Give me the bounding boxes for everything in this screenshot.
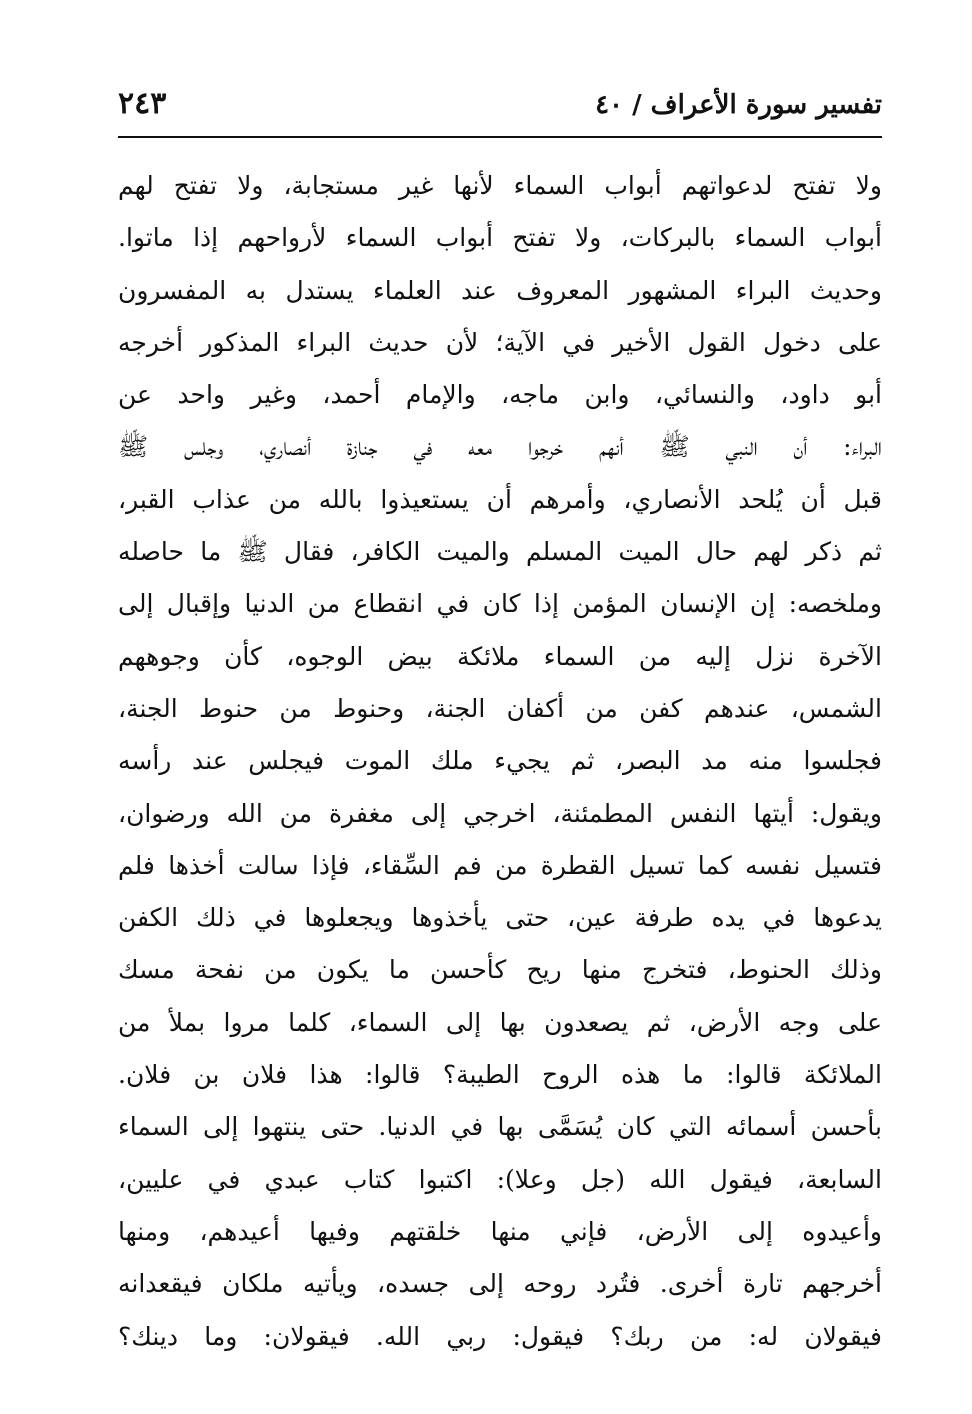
header-divider <box>118 136 882 138</box>
text-line: وأعيدوه إلى الأرض، فإني منها خلقتهم وفيها أعيدهم، ومنها <box>118 1216 882 1246</box>
text-line: الآخرة نزل إليه من السماء ملائكة بيض الوجوه، كأن وجوههم <box>118 641 882 671</box>
text-line: وذلك الحنوط، فتخرج منها ريح كأحسن ما يكون من نفحة مسك <box>118 955 882 985</box>
page-number: ٢٤٣ <box>118 86 167 121</box>
text-line: الملائكة قالوا: ما هذه الروح الطيبة؟ قالوا: هذا فلان بن فلان. <box>118 1060 882 1090</box>
text-line: فجلسوا منه مد البصر، ثم يجيء ملك الموت فيجلس عند رأسه <box>118 746 882 776</box>
text-line: على وجه الأرض، ثم يصعدون بها إلى السماء، كلما مروا بملأ من <box>118 1007 882 1037</box>
text-line: أخرجهم تارة أخرى. فتُرد روحه إلى جسده، ويأتيه ملكان فيقعدانه <box>118 1269 882 1299</box>
text-line: البراء: أن النبي ﷺ أنهم خرجوا معه في جنازة أنصاري، وجلس ﷺ <box>118 432 882 462</box>
text-line: يدعوها في يده طرفة عين، حتى يأخذوها ويجعلوها في ذلك الكفن <box>118 903 882 933</box>
text-line: السابعة، فيقول الله (جل وعلا): اكتبوا كتاب عبدي في عليين، <box>118 1164 882 1194</box>
text-line: أبو داود، والنسائي، وابن ماجه، والإمام أحمد، وغير واحد عن <box>118 380 882 410</box>
text-line: أبواب السماء بالبركات، ولا تفتح أبواب السماء لأرواحهم إذا ماتوا. <box>118 223 882 253</box>
text-line: بأحسن أسمائه التي كان يُسَمَّى بها في الدنيا. حتى ينتهوا إلى السماء <box>118 1112 882 1142</box>
text-line: وملخصه: إن الإنسان المؤمن إذا كان في انقطاع من الدنيا وإقبال إلى <box>118 589 882 619</box>
page-header <box>118 84 882 130</box>
text-line: ويقول: أيتها النفس المطمئنة، اخرجي إلى مغفرة من الله ورضوان، <box>118 798 882 828</box>
text-line: ولا تفتح لدعواتهم أبواب السماء لأنها غير مستجابة، ولا تفتح لهم <box>118 171 882 200</box>
text-line: وحديث البراء المشهور المعروف عند العلماء يستدل به المفسرون <box>118 275 882 305</box>
text-line: فيقولان له: من ربك؟ فيقول: ربي الله. فيقولان: وما دينك؟ <box>118 1321 882 1351</box>
text-line: ثم ذكر لهم حال الميت المسلم والميت الكافر، فقال ﷺ ما حاصله <box>118 537 882 567</box>
text-line: قبل أن يُلحد الأنصاري، وأمرهم أن يستعيذوا بالله من عذاب القبر، <box>118 484 882 514</box>
text-line: الشمس، عندهم كفن من أكفان الجنة، وحنوط من حنوط الجنة، <box>118 693 882 723</box>
text-line: فتسيل نفسه كما تسيل القطرة من فم السِّقاء، فإذا سالت أخذها فلم <box>118 850 882 880</box>
running-title: تفسير سورة الأعراف / ٤٠ <box>595 90 882 120</box>
text-line: على دخول القول الأخير في الآية؛ لأن حديث البراء المذكور أخرجه <box>118 327 882 357</box>
body-text <box>118 160 882 1363</box>
